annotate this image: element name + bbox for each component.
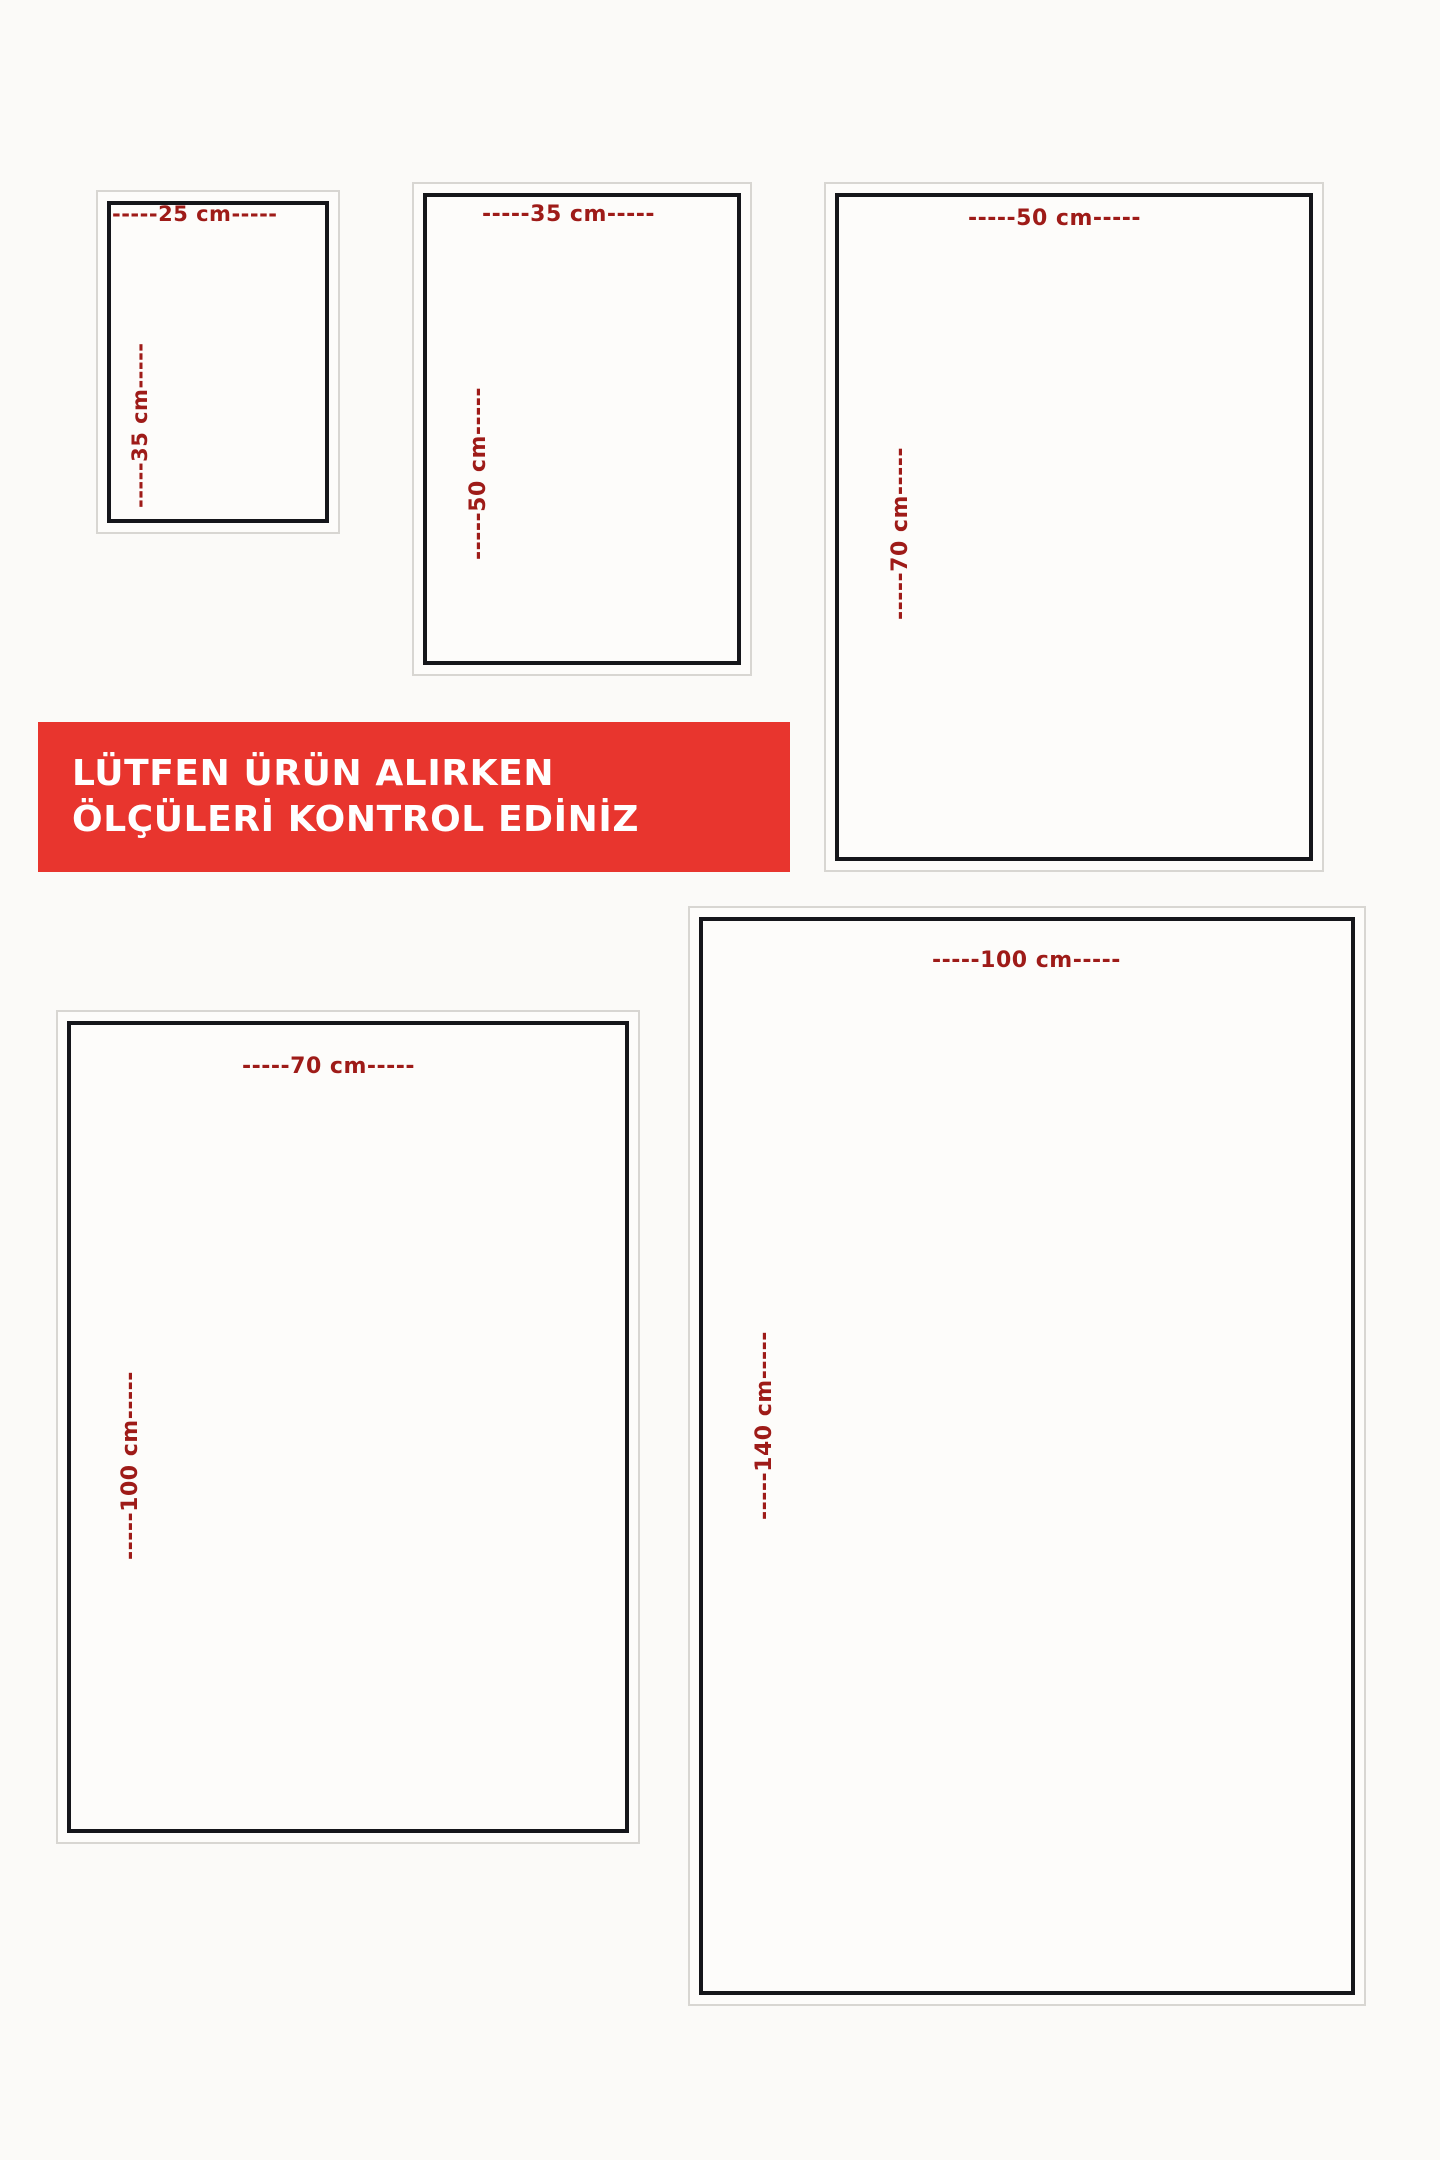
- frame-100x140-inner: [699, 917, 1355, 1995]
- frame-100x140: [688, 906, 1366, 2006]
- frame-50x70-width-label: -----50 cm-----: [968, 206, 1142, 231]
- frame-70x100-height-label: -----100 cm-----: [118, 1371, 143, 1560]
- frame-100x140-width-label: -----100 cm-----: [932, 948, 1121, 973]
- frame-35x50-width-label: -----35 cm-----: [482, 202, 656, 227]
- frame-25x35-height-label: -----35 cm-----: [128, 342, 152, 508]
- frame-70x100: [56, 1010, 640, 1844]
- frame-70x100-inner: [67, 1021, 629, 1833]
- size-check-notice: [38, 722, 790, 872]
- notice-line-1: LÜTFEN ÜRÜN ALIRKEN: [72, 752, 555, 794]
- frame-70x100-width-label: -----70 cm-----: [242, 1054, 416, 1079]
- frame-35x50-height-label: -----50 cm-----: [466, 386, 491, 560]
- frame-35x50: [412, 182, 752, 676]
- notice-line-2: ÖLÇÜLERİ KONTROL EDİNİZ: [72, 799, 640, 840]
- frame-25x35-width-label: -----25 cm-----: [112, 202, 278, 226]
- frame-100x140-height-label: -----140 cm-----: [752, 1331, 777, 1520]
- frame-50x70-height-label: -----70 cm-----: [888, 446, 913, 620]
